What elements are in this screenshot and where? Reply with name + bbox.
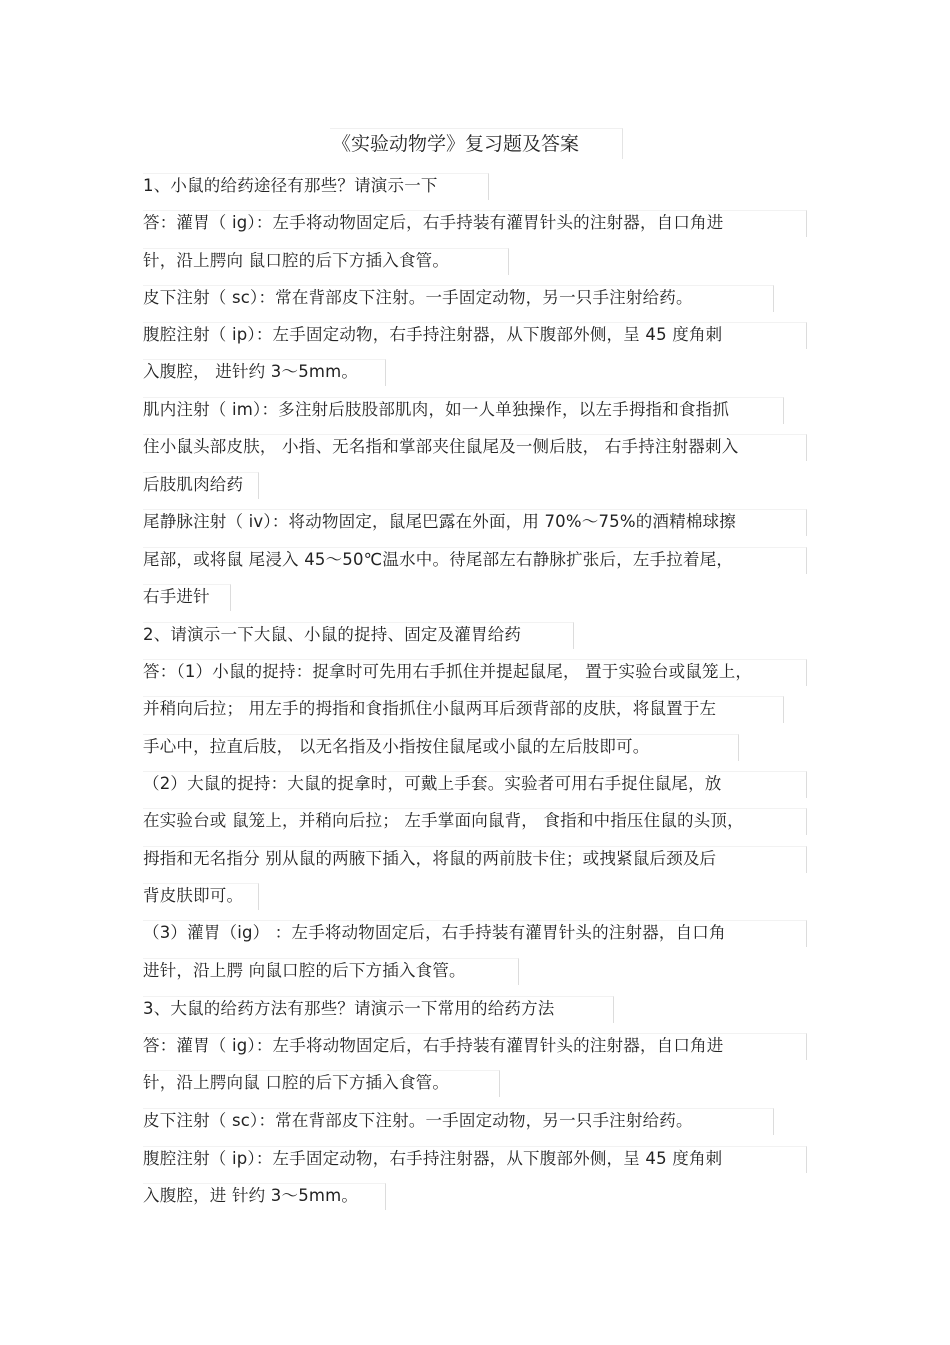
- text-line: 住小鼠头部皮肤， 小指、无名指和掌部夹住鼠尾及一侧后肢， 右手持注射器刺入: [143, 437, 739, 456]
- line-frame: [143, 622, 574, 649]
- line-frame: [143, 659, 807, 686]
- text-line: 肌内注射（ im）：多注射后肢股部肌肉，如一人单独操作，以左手拇指和食指抓: [143, 400, 730, 419]
- line-frame: [143, 958, 519, 985]
- text-line: 并稍向后拉； 用左手的拇指和食指抓住小鼠两耳后颈背部的皮肤，将鼠置于左: [143, 699, 717, 718]
- text-line: 进针，沿上腭 向鼠口腔的后下方插入食管。: [143, 961, 466, 980]
- text-line: 腹腔注射（ ip）：左手固定动物，右手持注射器，从下腹部外侧，呈 45 度角刺: [143, 1149, 723, 1168]
- line-frame: [143, 322, 807, 349]
- line-frame: [143, 883, 259, 910]
- text-line: 入腹腔， 进针约 3～5mm。: [143, 362, 359, 381]
- line-frame: [143, 696, 784, 723]
- text-line: 答：（1）小鼠的捉持：捉拿时可先用右手抓住并提起鼠尾， 置于实验台或鼠笼上，: [143, 662, 753, 681]
- line-frame: [143, 248, 509, 275]
- text-line: 2、请演示一下大鼠、小鼠的捉持、固定及灌胃给药: [143, 625, 522, 644]
- text-line: 手心中，拉直后肢， 以无名指及小指按住鼠尾或小鼠的左后肢即可。: [143, 737, 650, 756]
- text-line: （2）大鼠的捉持：大鼠的捉拿时，可戴上手套。实验者可用右手捉住鼠尾，放: [143, 774, 722, 793]
- line-frame: [143, 1108, 774, 1135]
- text-line: 皮下注射（ sc）：常在背部皮下注射。一手固定动物，另一只手注射给药。: [143, 288, 693, 307]
- line-frame: [143, 1033, 807, 1060]
- line-frame: [143, 771, 807, 798]
- line-frame: [143, 285, 774, 312]
- text-line: 后肢肌肉给药: [143, 475, 244, 494]
- line-frame: [143, 734, 739, 761]
- text-line: 1、小鼠的给药途径有那些？请演示一下: [143, 176, 438, 195]
- line-frame: [143, 1183, 386, 1210]
- line-frame: [143, 1146, 807, 1173]
- line-frame: [143, 359, 386, 386]
- line-frame: [143, 509, 807, 536]
- text-line: 右手进针: [143, 587, 210, 606]
- line-frame: [143, 210, 807, 237]
- text-line: 皮下注射（ sc）：常在背部皮下注射。一手固定动物，另一只手注射给药。: [143, 1111, 693, 1130]
- text-line: 针，沿上腭向鼠 口腔的后下方插入食管。: [143, 1073, 450, 1092]
- text-line: 腹腔注射（ ip）：左手固定动物，右手持注射器，从下腹部外侧，呈 45 度角刺: [143, 325, 723, 344]
- text-line: 拇指和无名指分 别从鼠的两腋下插入，将鼠的两前肢卡住；或拽紧鼠后颈及后: [143, 849, 717, 868]
- line-frame: [143, 397, 784, 424]
- text-line: 背皮肤即可。: [143, 886, 244, 905]
- document-title: 《实验动物学》复习题及答案: [330, 128, 623, 159]
- text-line: 入腹腔，进 针约 3～5mm。: [143, 1186, 359, 1205]
- text-line: 尾部，或将鼠 尾浸入 45～50℃温水中。待尾部左右静脉扩张后，左手拉着尾，: [143, 550, 734, 569]
- line-frame: [143, 846, 807, 873]
- line-frame: [143, 173, 489, 200]
- line-frame: [143, 472, 259, 499]
- line-frame: [143, 547, 807, 574]
- text-line: 在实验台或 鼠笼上，并稍向后拉； 左手掌面向鼠背， 食指和中指压住鼠的头顶，: [143, 811, 744, 830]
- text-line: 3、大鼠的给药方法有那些？请演示一下常用的给药方法: [143, 999, 555, 1018]
- line-frame: [143, 584, 231, 611]
- text-line: 尾静脉注射（ iv）：将动物固定，鼠尾巴露在外面，用 70%～75%的酒精棉球擦: [143, 512, 736, 531]
- text-line: 答：灌胃（ ig）：左手将动物固定后，右手持装有灌胃针头的注射器，自口角进: [143, 1036, 724, 1055]
- line-frame: [143, 996, 614, 1023]
- text-line: 针，沿上腭向 鼠口腔的后下方插入食管。: [143, 251, 450, 270]
- line-frame: [143, 808, 807, 835]
- text-line: （3）灌胃（ig） ：左手将动物固定后，右手持装有灌胃针头的注射器，自口角: [143, 923, 726, 942]
- text-line: 答：灌胃（ ig）：左手将动物固定后，右手持装有灌胃针头的注射器，自口角进: [143, 213, 724, 232]
- line-frame: [143, 434, 807, 461]
- line-frame: [143, 1070, 500, 1097]
- line-frame: [143, 920, 807, 947]
